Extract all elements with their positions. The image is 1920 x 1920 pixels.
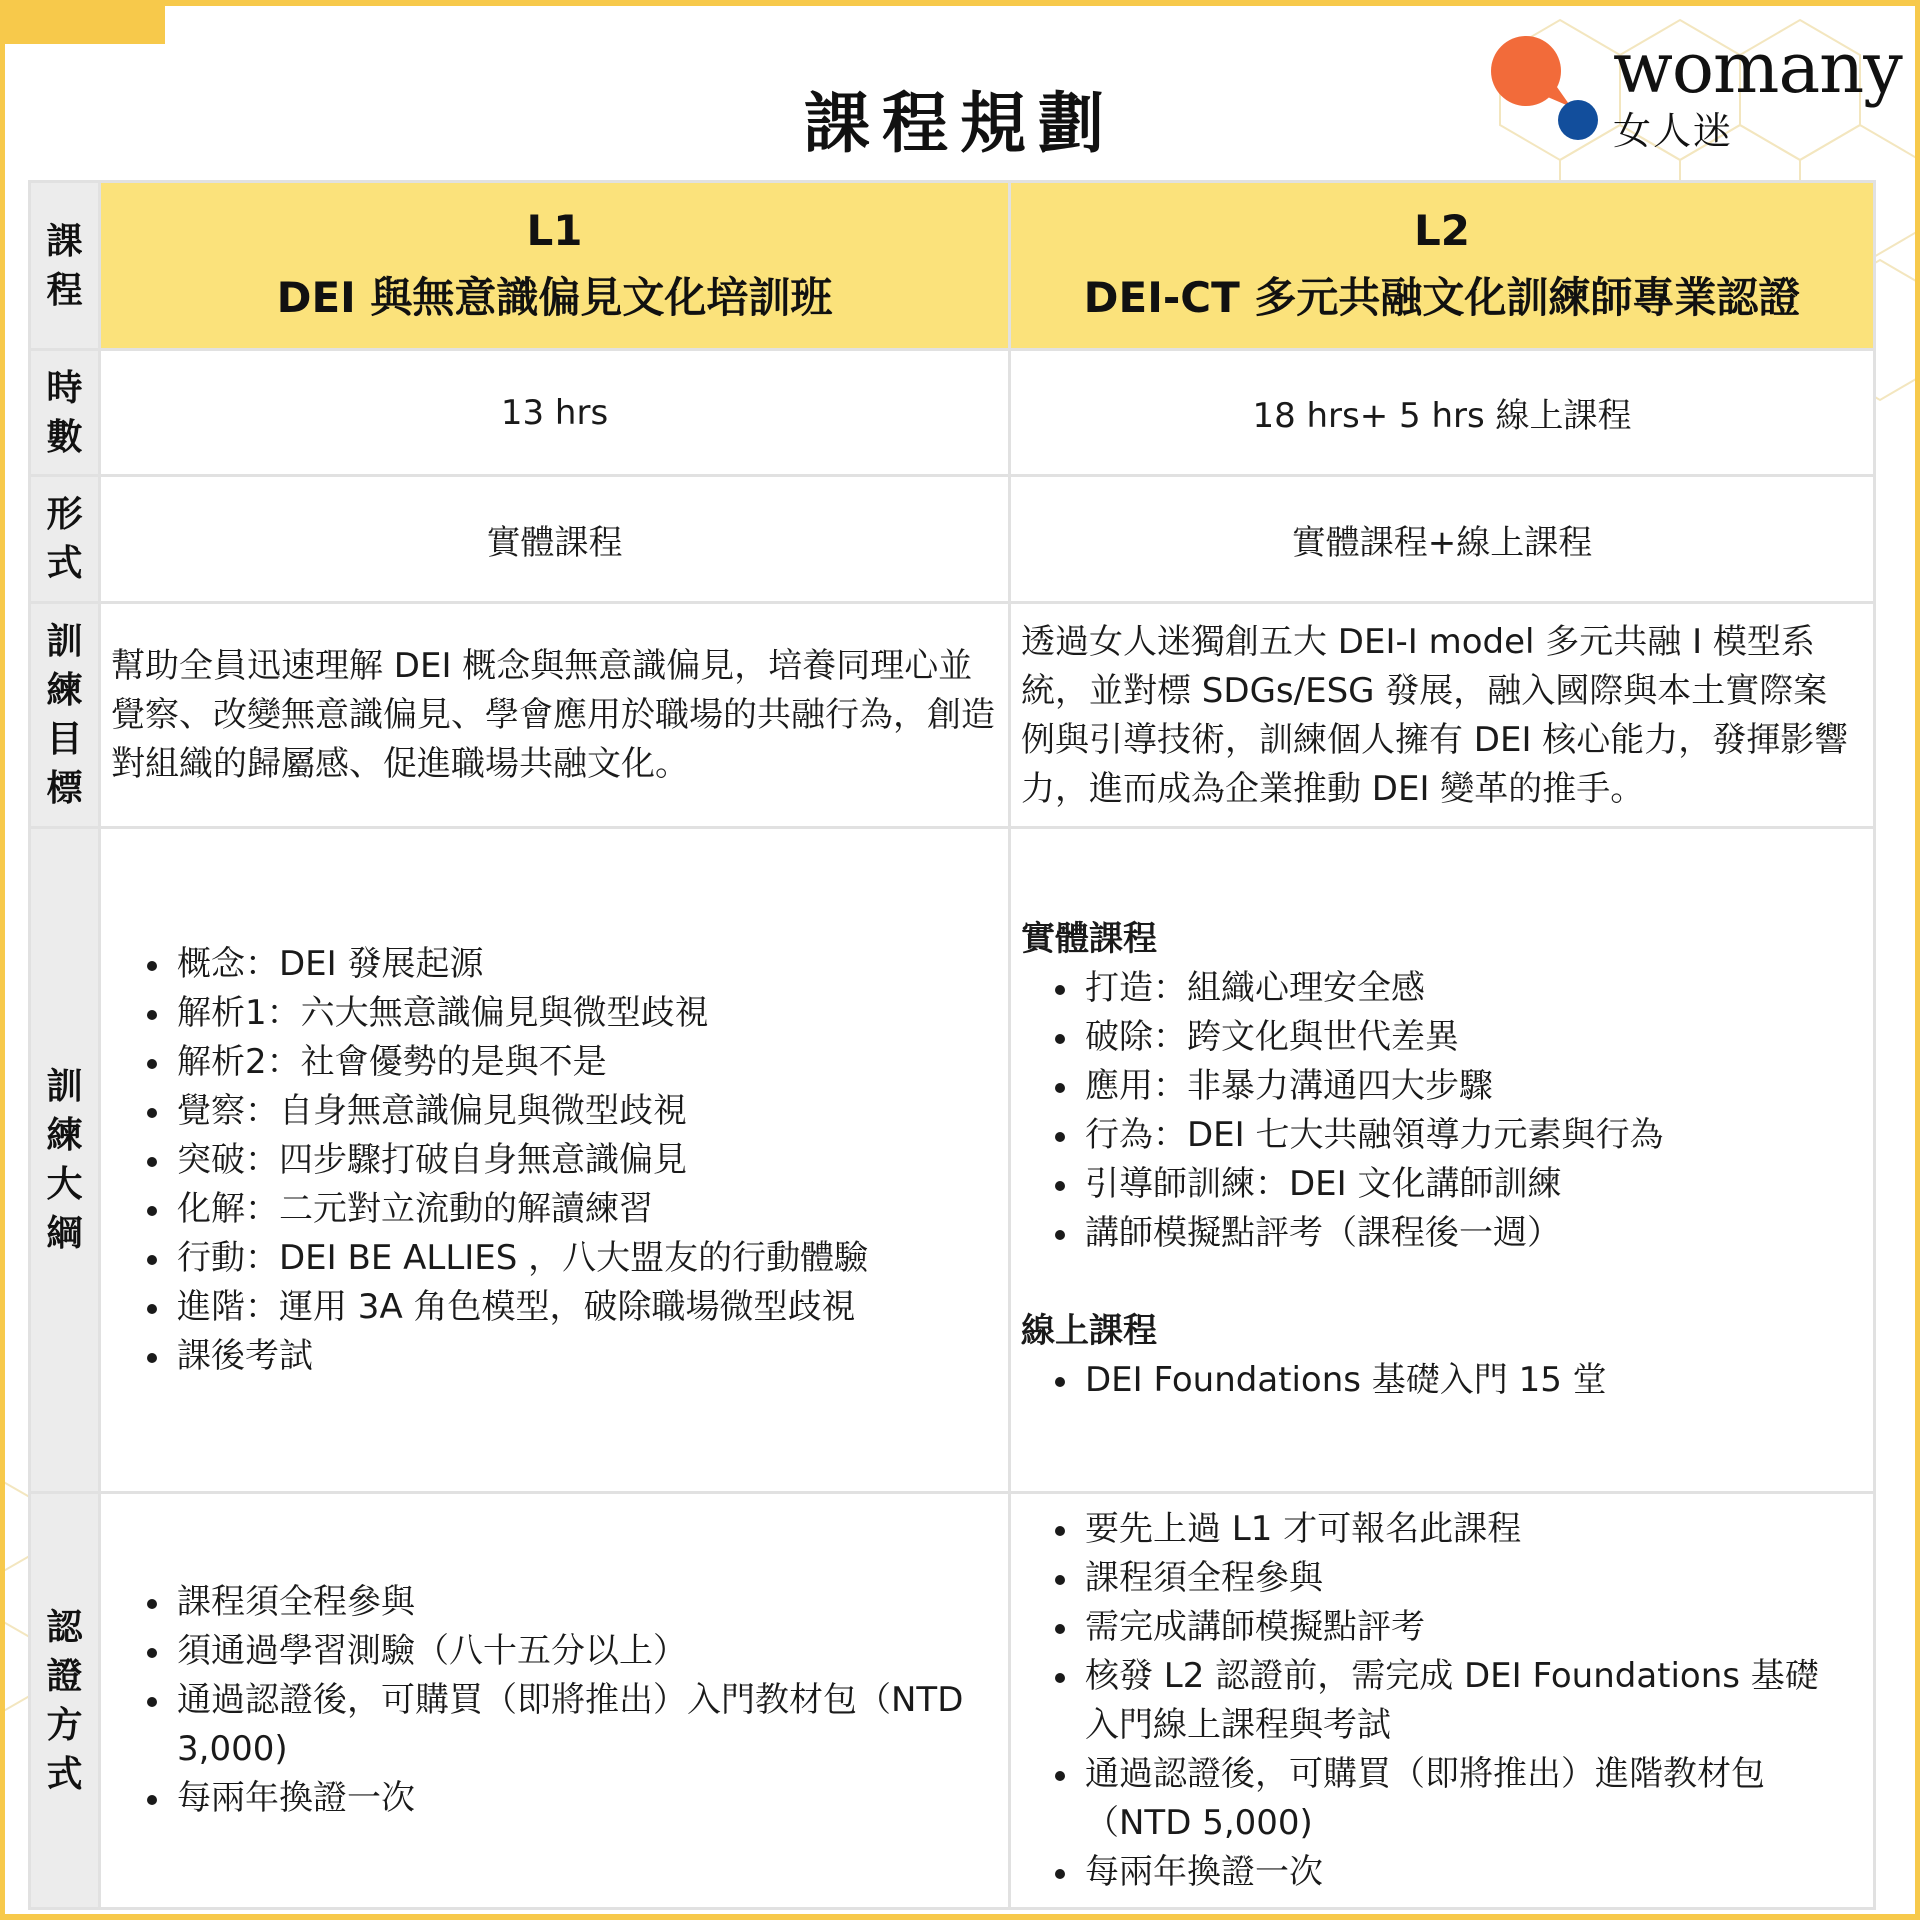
l2-goal: 透過女人迷獨創五大 DEI-I model 多元共融 I 模型系統，並對標 SDGs/ESG 發展，融入國際與本土實際案例與引導技術，訓練個人擁有 DEI 核心能力，發揮影響力，進而成為企業推動 DEI 變革的推手。 [1010,603,1875,828]
logo-dot-icon [1558,100,1598,140]
l1-course-name: DEI 與無意識偏見文化培訓班 [276,272,833,322]
outline-row [30,828,1875,1493]
list-item: 引導師訓練：DEI 文化講師訓練 [1085,1160,1873,1209]
list-item: 打造：組織心理安全感 [1085,964,1873,1013]
list-item: 每兩年換證一次 [177,1774,998,1823]
l2-certification-list [1011,1505,1873,1897]
list-item: 核發 L2 認證前，需完成 DEI Foundations 基礎入門線上課程與考試 [1085,1652,1849,1750]
list-item: DEI Foundations 基礎入門 15 堂 [1085,1356,1873,1405]
list-item: 需完成講師模擬點評考 [1085,1603,1849,1652]
l2-certification [1010,1493,1875,1909]
row-label-format: 形 式 [30,476,100,603]
l2-online-list [1011,1356,1873,1405]
l1-outline-list [101,940,1008,1381]
logo-brand-text: womany [1613,27,1902,109]
l2-online-heading: 線上課程 [1021,1311,1157,1351]
table-header-row [30,182,1875,350]
l1-goal: 幫助全員迅速理解 DEI 概念與無意識偏見，培養同理心並覺察、改變無意識偏見、學會應用於職場的共融行為，創造對組織的歸屬感、促進職場共融文化。 [100,603,1010,828]
list-item: 課後考試 [177,1332,1008,1381]
list-item: 解析2：社會優勢的是與不是 [177,1038,1008,1087]
spacer [1011,1258,1873,1307]
list-item: 行動：DEI BE ALLIES ，八大盟友的行動體驗 [177,1234,1008,1283]
l2-offline-list [1011,964,1873,1258]
l1-certification-list [101,1578,1008,1823]
l2-outline [1010,828,1875,1493]
l1-hours: 13 hrs [100,350,1010,476]
list-item: 通過認證後，可購買（即將推出）入門教材包（NTD 3,000) [177,1676,998,1774]
list-item: 通過認證後，可購買（即將推出）進階教材包（NTD 5,000) [1085,1750,1849,1848]
row-label-outline: 訓 練 大 綱 [30,828,100,1493]
l1-format: 實體課程 [100,476,1010,603]
list-item: 化解：二元對立流動的解讀練習 [177,1185,1008,1234]
format-row [30,476,1875,603]
list-item: 每兩年換證一次 [1085,1848,1849,1897]
list-item: 破除：跨文化與世代差異 [1085,1013,1873,1062]
list-item: 須通過學習測驗（八十五分以上） [177,1627,998,1676]
l2-format: 實體課程+線上課程 [1010,476,1875,603]
l2-level: L2 [1414,205,1470,255]
row-label-certification: 認 證 方 式 [30,1493,100,1909]
list-item: 覺察：自身無意識偏見與微型歧視 [177,1087,1008,1136]
list-item: 講師模擬點評考（課程後一週） [1085,1209,1873,1258]
list-item: 行為：DEI 七大共融領導力元素與行為 [1085,1111,1873,1160]
speech-bubble-icon [1491,36,1561,106]
list-item: 課程須全程參與 [177,1578,998,1627]
list-item: 概念：DEI 發展起源 [177,940,1008,989]
hours-row [30,350,1875,476]
list-item: 進階：運用 3A 角色模型，破除職場微型歧視 [177,1283,1008,1332]
header-l2 [1010,182,1875,350]
header-l1 [100,182,1010,350]
row-label-course: 課 程 [30,182,100,350]
course-plan-table [28,180,1876,1910]
l1-certification [100,1493,1010,1909]
womany-logo [1485,27,1902,153]
row-label-goal: 訓 練 目 標 [30,603,100,828]
l1-outline [100,828,1010,1493]
logo-brand-cn-text: 女人迷 [1613,109,1734,153]
list-item: 應用：非暴力溝通四大步驟 [1085,1062,1873,1111]
l1-level: L1 [526,205,583,255]
l2-course-name: DEI-CT 多元共融文化訓練師專業認證 [1083,272,1801,322]
certification-row [30,1493,1875,1909]
goal-row [30,603,1875,828]
row-label-hours: 時 數 [30,350,100,476]
page-title: 課程規劃 [804,85,1116,162]
list-item: 解析1：六大無意識偏見與微型歧視 [177,989,1008,1038]
list-item: 突破：四步驟打破自身無意識偏見 [177,1136,1008,1185]
list-item: 要先上過 L1 才可報名此課程 [1085,1505,1849,1554]
corner-accent-tab [0,0,165,44]
l2-offline-heading: 實體課程 [1021,919,1157,959]
l2-hours: 18 hrs+ 5 hrs 線上課程 [1010,350,1875,476]
list-item: 課程須全程參與 [1085,1554,1849,1603]
